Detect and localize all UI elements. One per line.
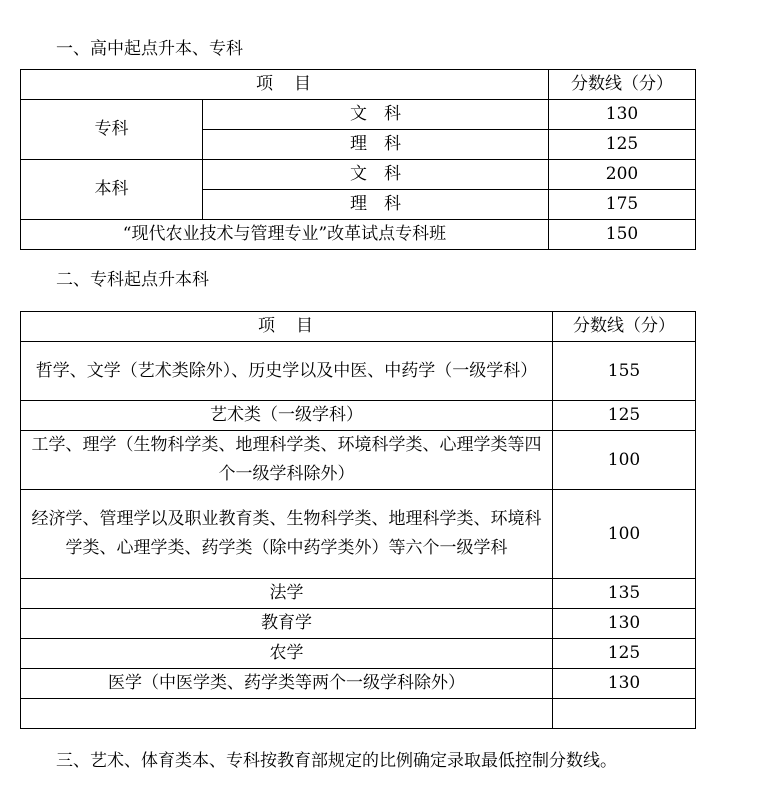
table-row — [21, 609, 696, 639]
sub-label: 文 科 — [203, 100, 549, 130]
table-header-row — [21, 70, 696, 100]
header-score: 分数线（分） — [549, 70, 696, 100]
upgrade-score-table — [20, 311, 696, 729]
header-score: 分数线（分） — [553, 312, 696, 342]
score-value: 125 — [553, 639, 696, 669]
group-label: 专科 — [21, 100, 203, 160]
header-item: 项 目 — [21, 312, 553, 342]
undergrad-score-table — [20, 69, 696, 250]
sub-label: 理 科 — [203, 130, 549, 160]
table-row — [21, 579, 696, 609]
section3-text: 三、艺术、体育类本、专科按教育部规定的比例确定录取最低控制分数线。 — [56, 751, 617, 771]
score-value: 135 — [553, 579, 696, 609]
item-label: 医学（中医学类、药学类等两个一级学科除外） — [21, 669, 553, 699]
item-label: 工学、理学（生物科学类、地理科学类、环境科学类、心理学类等四个一级学科除外） — [21, 431, 553, 490]
sub-label: 理 科 — [203, 190, 549, 220]
item-label: 教育学 — [21, 609, 553, 639]
table-row — [21, 639, 696, 669]
score-value: 125 — [549, 130, 696, 160]
table-row — [21, 401, 696, 431]
table-row — [21, 100, 696, 130]
item-label — [21, 699, 553, 729]
item-label: 艺术类（一级学科） — [21, 401, 553, 431]
item-label: 农学 — [21, 639, 553, 669]
section2-heading: 二、专科起点升本科 — [56, 270, 209, 290]
score-value: 155 — [553, 342, 696, 401]
item-label: 经济学、管理学以及职业教育类、生物科学类、地理科学类、环境科学类、心理学类、药学类（除中药学类外）等六个一级学科 — [21, 490, 553, 579]
group-label: 本科 — [21, 160, 203, 220]
header-item: 项 目 — [21, 70, 549, 100]
score-value — [553, 699, 696, 729]
table-row — [21, 490, 696, 579]
score-value: 100 — [553, 490, 696, 579]
section1-heading: 一、高中起点升本、专科 — [56, 39, 243, 59]
table-row — [21, 220, 696, 250]
table-row — [21, 160, 696, 190]
score-value: 125 — [553, 401, 696, 431]
special-label: “现代农业技术与管理专业”改革试点专科班 — [21, 220, 549, 250]
table-row — [21, 342, 696, 401]
score-value: 100 — [553, 431, 696, 490]
item-label: 法学 — [21, 579, 553, 609]
table-row — [21, 431, 696, 490]
table-row — [21, 669, 696, 699]
score-value: 150 — [549, 220, 696, 250]
score-value: 130 — [553, 669, 696, 699]
score-value: 200 — [549, 160, 696, 190]
sub-label: 文 科 — [203, 160, 549, 190]
item-label: 哲学、文学（艺术类除外）、历史学以及中医、中药学（一级学科） — [21, 342, 553, 401]
table-header-row — [21, 312, 696, 342]
table-row-empty — [21, 699, 696, 729]
score-value: 130 — [549, 100, 696, 130]
score-value: 130 — [553, 609, 696, 639]
score-value: 175 — [549, 190, 696, 220]
